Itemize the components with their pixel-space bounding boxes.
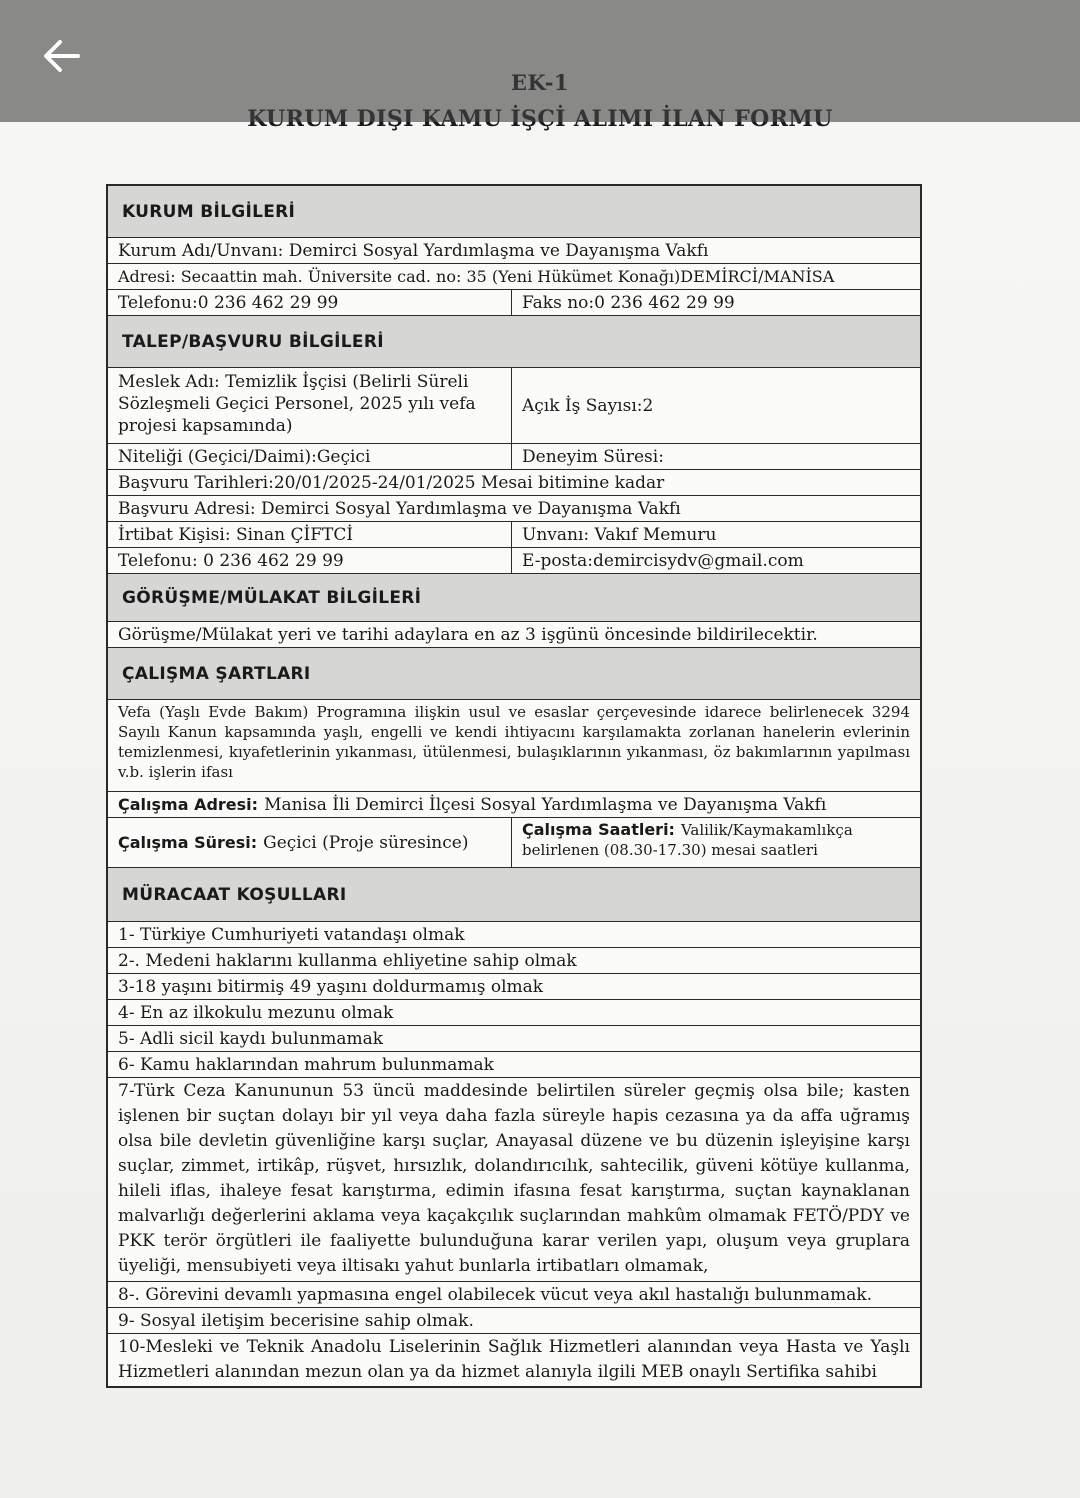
kosul-7: 7-Türk Ceza Kanununun 53 üncü maddesinde belirtilen süreler geçmiş olsa bile; kasten işlenen bir suçtan dolayı bir yıl veya daha fazla süreyle hapis cezasına ya da affa uğramış olsa bile devletin güvenliğine karşı suçlar, Anayasal düzene ve bu düzenin işleyişine karşı suçlar, zimmet, irtikâp, rüşvet, hırsızlık, dolandırıcılık, sahtecilik, güveni kötüye kullanma, hileli iflas, ihaleye fesat karıştırma, edimin ifasına fesat karıştırma, suçtan kaynaklanan malvarlığı değerlerini aklama veya kaçakçılık suçlarından mahkûm olmamak FETÖ/PDY ve PKK terör örgütleri ile faaliyette bulunduğuna karar verilen yapı, oluşum veya gruplara üyeliği, mensubiyeti veya iltisakı yahut bunlarla irtibatları olmamak, xyxy=(118,1081,910,1276)
calisma-saatleri-value: Valilik/Kaymakamlıkça belirlenen (08.30-17.30) mesai saatleri xyxy=(522,821,853,859)
kosul-3: 3-18 yaşını bitirmiş 49 yaşını doldurmamış olmak xyxy=(118,976,544,997)
form-row xyxy=(108,470,920,496)
list-item xyxy=(108,1026,920,1052)
form-row xyxy=(108,368,920,444)
irtibat-unvani: Unvanı: Vakıf Memuru xyxy=(522,524,717,545)
kosul-8: 8-. Görevini devamlı yapmasına engel olabilecek vücut veya akıl hastalığı bulunmamak. xyxy=(118,1284,873,1305)
calisma-saatleri xyxy=(512,818,920,867)
section-heading-gorusme: GÖRÜŞME/MÜLAKAT BİLGİLERİ xyxy=(108,574,920,622)
kosul-10: 10-Mesleki ve Teknik Anadolu Liselerinin Sağlık Hizmetleri alanından veya Hasta ve Yaşlı Hizmetleri alanından mezun olan ya da hizmet alanıyla ilgili MEB onaylı Sertifika sahibi xyxy=(118,1337,910,1382)
kosul-9: 9- Sosyal iletişim becerisine sahip olmak. xyxy=(118,1310,474,1331)
irtibat-kisisi: İrtibat Kişisi: Sinan ÇİFTCİ xyxy=(108,522,512,547)
form-row xyxy=(108,238,920,264)
basvuru-tarihleri: Başvuru Tarihleri:20/01/2025-24/01/2025 Mesai bitimine kadar xyxy=(118,472,665,493)
calisma-sartlari-text: Vefa (Yaşlı Evde Bakım) Programına ilişkin usul ve esaslar çerçevesinde idarece belirlenecek 3294 Sayılı Kanun kapsamında yaşlı, engelli ve kendi ihtiyacını karşılamakta zorlanan hanelerin evlerinin temizlenmesi, kıyafetlerinin yıkanması, ütülenmesi, bulaşıklarının yıkanması, öz bakımlarının yapılması v.b. işlerin ifası xyxy=(118,703,910,781)
acik-is-sayisi: Açık İş Sayısı:2 xyxy=(522,395,654,416)
section-heading-muracaat: MÜRACAAT KOŞULLARI xyxy=(108,868,920,922)
form-row xyxy=(108,522,920,548)
list-item xyxy=(108,922,920,948)
kurum-faks: Faks no:0 236 462 29 99 xyxy=(522,292,735,313)
form-row xyxy=(108,548,920,574)
list-item xyxy=(108,1282,920,1308)
form-row xyxy=(108,818,920,868)
kosul-6: 6- Kamu haklarından mahrum bulunmamak xyxy=(118,1054,494,1075)
back-button[interactable] xyxy=(30,24,94,88)
section-heading-talep: TALEP/BAŞVURU BİLGİLERİ xyxy=(108,316,920,368)
kosul-5: 5- Adli sicil kaydı bulunmamak xyxy=(118,1028,384,1049)
section-heading-calisma: ÇALIŞMA ŞARTLARI xyxy=(108,648,920,700)
calisma-suresi-value: Geçici (Proje süresince) xyxy=(263,832,469,853)
list-item xyxy=(108,1000,920,1026)
niteligi: Niteliği (Geçici/Daimi):Geçici xyxy=(108,444,512,469)
basvuru-adresi: Başvuru Adresi: Demirci Sosyal Yardımlaşma ve Dayanışma Vakfı xyxy=(118,498,681,519)
list-item xyxy=(108,1052,920,1078)
form-row xyxy=(108,264,920,290)
kosul-2: 2-. Medeni haklarını kullanma ehliyetine sahip olmak xyxy=(118,950,577,971)
kurum-adi: Kurum Adı/Unvanı: Demirci Sosyal Yardımlaşma ve Dayanışma Vakfı xyxy=(118,240,709,261)
calisma-adresi-label: Çalışma Adresi: xyxy=(118,794,259,814)
calisma-adresi-value: Manisa İli Demirci İlçesi Sosyal Yardımlaşma ve Dayanışma Vakfı xyxy=(264,794,827,815)
deneyim-suresi: Deneyim Süresi: xyxy=(522,446,664,467)
meslek-adi: Meslek Adı: Temizlik İşçisi (Belirli Süreli Sözleşmeli Geçici Personel, 2025 yılı vefa projesi kapsamında) xyxy=(108,368,512,443)
form-row xyxy=(108,700,920,792)
list-item xyxy=(108,1078,920,1282)
section-heading-kurum: KURUM BİLGİLERİ xyxy=(108,186,920,238)
kosul-1: 1- Türkiye Cumhuriyeti vatandaşı olmak xyxy=(118,924,465,945)
kurum-adres: Adresi: Secaattin mah. Üniversite cad. no: 35 (Yeni Hükümet Konağı)DEMİRCİ/MANİSA xyxy=(118,266,835,286)
form-row xyxy=(108,290,920,316)
calisma-suresi-label: Çalışma Süresi: xyxy=(118,832,258,852)
kurum-telefon: Telefonu:0 236 462 29 99 xyxy=(108,290,512,315)
form-row xyxy=(108,444,920,470)
list-item xyxy=(108,974,920,1000)
form-row xyxy=(108,496,920,522)
list-item xyxy=(108,1308,920,1334)
calisma-adresi xyxy=(108,792,920,817)
announcement-form xyxy=(106,184,922,1388)
list-item xyxy=(108,1334,920,1386)
irtibat-telefonu: Telefonu: 0 236 462 29 99 xyxy=(108,548,512,573)
form-row xyxy=(108,792,920,818)
calisma-saatleri-label: Çalışma Saatleri: xyxy=(522,820,675,839)
arrow-left-icon xyxy=(38,32,86,80)
kosul-4: 4- En az ilkokulu mezunu olmak xyxy=(118,1002,394,1023)
viewer-top-bar xyxy=(0,0,1080,122)
gorusme-bilgisi: Görüşme/Mülakat yeri ve tarihi adaylara en az 3 işgünü öncesinde bildirilecektir. xyxy=(118,624,818,645)
list-item xyxy=(108,948,920,974)
form-row xyxy=(108,622,920,648)
calisma-suresi xyxy=(108,818,512,867)
irtibat-eposta: E-posta:demircisydv@gmail.com xyxy=(522,550,804,571)
